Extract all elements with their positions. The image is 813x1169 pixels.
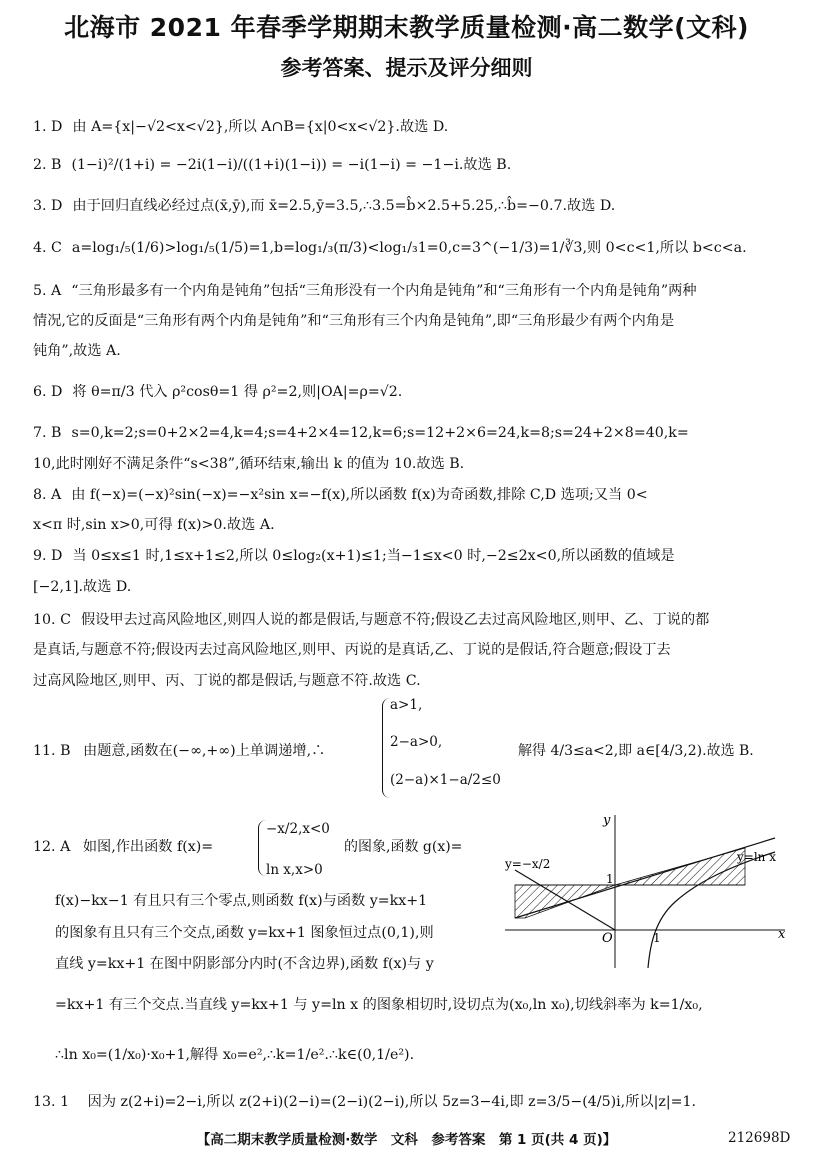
answer-line-q10b [33, 635, 793, 665]
answer-line-q1 [33, 112, 793, 142]
answer-12-line-2: f(x)−kx−1 有且只有三个零点,则函数 f(x)与函数 y=kx+1 [55, 893, 428, 909]
y-one-label: 1 [606, 872, 614, 886]
answer-line-q5b [33, 306, 793, 336]
answer-text: 因为 z(2+i)=2−i,所以 z(2+i)(2−i)=(2−i)(2−i),所以 5z=3−4i,即 z=3/5−(4/5)i,所以|z|=1. [87, 1094, 697, 1110]
answer-text: “三角形最多有一个内角是钝角”包括“三角形没有一个内角是钝角”和“三角形有一个内角是钝角”两种 [71, 283, 697, 299]
system-line-3: (2−a)×1−a/2≤0 [390, 772, 501, 788]
answer-number: 3. D [33, 198, 63, 214]
answer-number: 6. D [33, 384, 63, 400]
system-line-1: a>1, [390, 697, 423, 713]
answer-number: 12. A [33, 839, 71, 855]
answer-11-tail: 解得 4/3≤a<2,即 a∈[4/3,2).故选 B. [518, 743, 754, 759]
answer-number: 2. B [33, 157, 62, 173]
answer-12-lead: 如图,作出函数 f(x)= [82, 839, 214, 855]
answer-text: 由 A={x|−√2<x<√2},所以 A∩B={x|0<x<√2}.故选 D. [72, 119, 449, 135]
answer-12-line-6: ∴ln x₀=(1/x₀)·x₀+1,解得 x₀=e²,∴k=1/e².∴k∈(0,1/e²). [55, 1047, 415, 1063]
answer-line-q6 [33, 377, 793, 407]
answer-12-line-3: 的图象有且只有三个交点,函数 y=kx+1 图象恒过点(0,1),则 [55, 925, 434, 941]
answer-number: 11. B [33, 743, 71, 759]
answer-text: 情况,它的反面是“三角形有两个内角是钝角”和“三角形有三个内角是钝角”,即“三角形最少有两个内角是 [33, 313, 675, 329]
answer-text: x<π 时,sin x>0,可得 f(x)>0.故选 A. [33, 517, 275, 533]
function-graph [505, 810, 795, 970]
lnx-label: y=ln x [737, 850, 776, 864]
answer-line-q5a [33, 276, 793, 306]
answer-text: 过高风险地区,则甲、丙、丁说的都是假话,与题意不符.故选 C. [33, 673, 421, 689]
answer-line-q5c [33, 336, 793, 366]
answer-text: [−2,1].故选 D. [33, 579, 132, 595]
answer-number: 7. B [33, 425, 62, 441]
answer-12-lead-2: 的图象,函数 g(x)= [344, 839, 463, 855]
answer-line-q8a [33, 480, 793, 510]
answer-13 [33, 1087, 793, 1117]
answer-line-q3 [33, 191, 793, 221]
answer-text: 10,此时刚好不满足条件“s<38”,循环结束,输出 k 的值为 10.故选 B. [33, 456, 465, 472]
answer-text: s=0,k=2;s=0+2×2=4,k=4;s=4+2×4=12,k=6;s=12+2×6=24,k=8;s=24+2×8=40,k= [71, 425, 689, 441]
answer-line-q9a [33, 541, 793, 571]
answer-number: 1. D [33, 119, 63, 135]
system-line-2: 2−a>0, [390, 734, 443, 750]
answer-line-q4 [33, 233, 793, 263]
document-code: 212698D [728, 1130, 791, 1146]
answer-text: (1−i)²/(1+i) = −2i(1−i)/((1+i)(1−i)) = −i(1−i) = −1−i.故选 B. [71, 157, 512, 173]
answer-number: 4. C [33, 240, 62, 256]
answer-text: 钝角”,故选 A. [33, 343, 121, 359]
piece-2: ln x,x>0 [266, 862, 323, 878]
answer-line-q8b [33, 510, 793, 540]
page-footer: 【高二期末教学质量检测·数学 文科 参考答案 第 1 页(共 4 页)】 [196, 1132, 617, 1148]
answer-line-q2 [33, 150, 793, 180]
page-title: 北海市 2021 年春季学期期末教学质量检测·高二数学(文科) [64, 13, 749, 42]
piece-1: −x/2,x<0 [266, 821, 330, 837]
answer-text: 是真话,与题意不符;假设丙去过高风险地区,则甲、丙说的是真话,乙、丁说的是假话,符合题意;假设丁去 [33, 642, 671, 658]
answer-text: a=log₁/₅(1/6)>log₁/₅(1/5)=1,b=log₁/₃(π/3)<log₁/₃1=0,c=3^(−1/3)=1/∛3,则 0<c<1,所以 b<c<a. [71, 240, 747, 256]
answer-text: 当 0≤x≤1 时,1≤x+1≤2,所以 0≤log₂(x+1)≤1;当−1≤x<0 时,−2≤2x<0,所以函数的值域是 [72, 548, 675, 564]
answer-number: 10. C [33, 612, 71, 628]
answer-number: 9. D [33, 548, 63, 564]
neg-half-label: y=−x/2 [505, 857, 551, 871]
answer-text: 假设甲去过高风险地区,则四人说的都是假话,与题意不符;假设乙去过高风险地区,则甲、乙、丁说的都 [80, 612, 710, 628]
origin-label: O [602, 931, 613, 946]
answer-text: 由 f(−x)=(−x)²sin(−x)=−x²sin x=−f(x),所以函数 f(x)为奇函数,排除 C,D 选项;又当 0< [71, 487, 648, 503]
answer-number: 8. A [33, 487, 62, 503]
answer-line-q9b [33, 572, 793, 602]
answer-line-q7a [33, 418, 793, 448]
answer-12-line-5: =kx+1 有三个交点.当直线 y=kx+1 与 y=ln x 的图象相切时,设切点为(x₀,ln x₀),切线斜率为 k=1/x₀, [55, 997, 703, 1013]
answer-line-q7b [33, 449, 793, 479]
answer-line-q10a [33, 605, 793, 635]
answer-number: 5. A [33, 283, 62, 299]
answer-12-line-4: 直线 y=kx+1 在图中阴影部分内时(不含边界),函数 f(x)与 y [55, 956, 434, 972]
answer-11-lead: 由题意,函数在(−∞,+∞)上单调递增,∴ [83, 743, 326, 759]
x-axis-label: x [778, 927, 786, 942]
answer-12-line-1 [33, 832, 213, 862]
x-one-label: 1 [653, 931, 661, 945]
answer-text: 将 θ=π/3 代入 ρ²cosθ=1 得 ρ²=2,则|OA|=ρ=√2. [72, 384, 403, 400]
y-axis-label: y [603, 813, 611, 828]
answer-number: 13. 1 [33, 1094, 70, 1110]
page-subtitle: 参考答案、提示及评分细则 [280, 56, 533, 80]
answer-text: 由于回归直线必经过点(x̄,ȳ),而 x̄=2.5,ȳ=3.5,∴3.5=b̂×2.5+5.25,∴b̂=−0.7.故选 D. [72, 198, 616, 214]
